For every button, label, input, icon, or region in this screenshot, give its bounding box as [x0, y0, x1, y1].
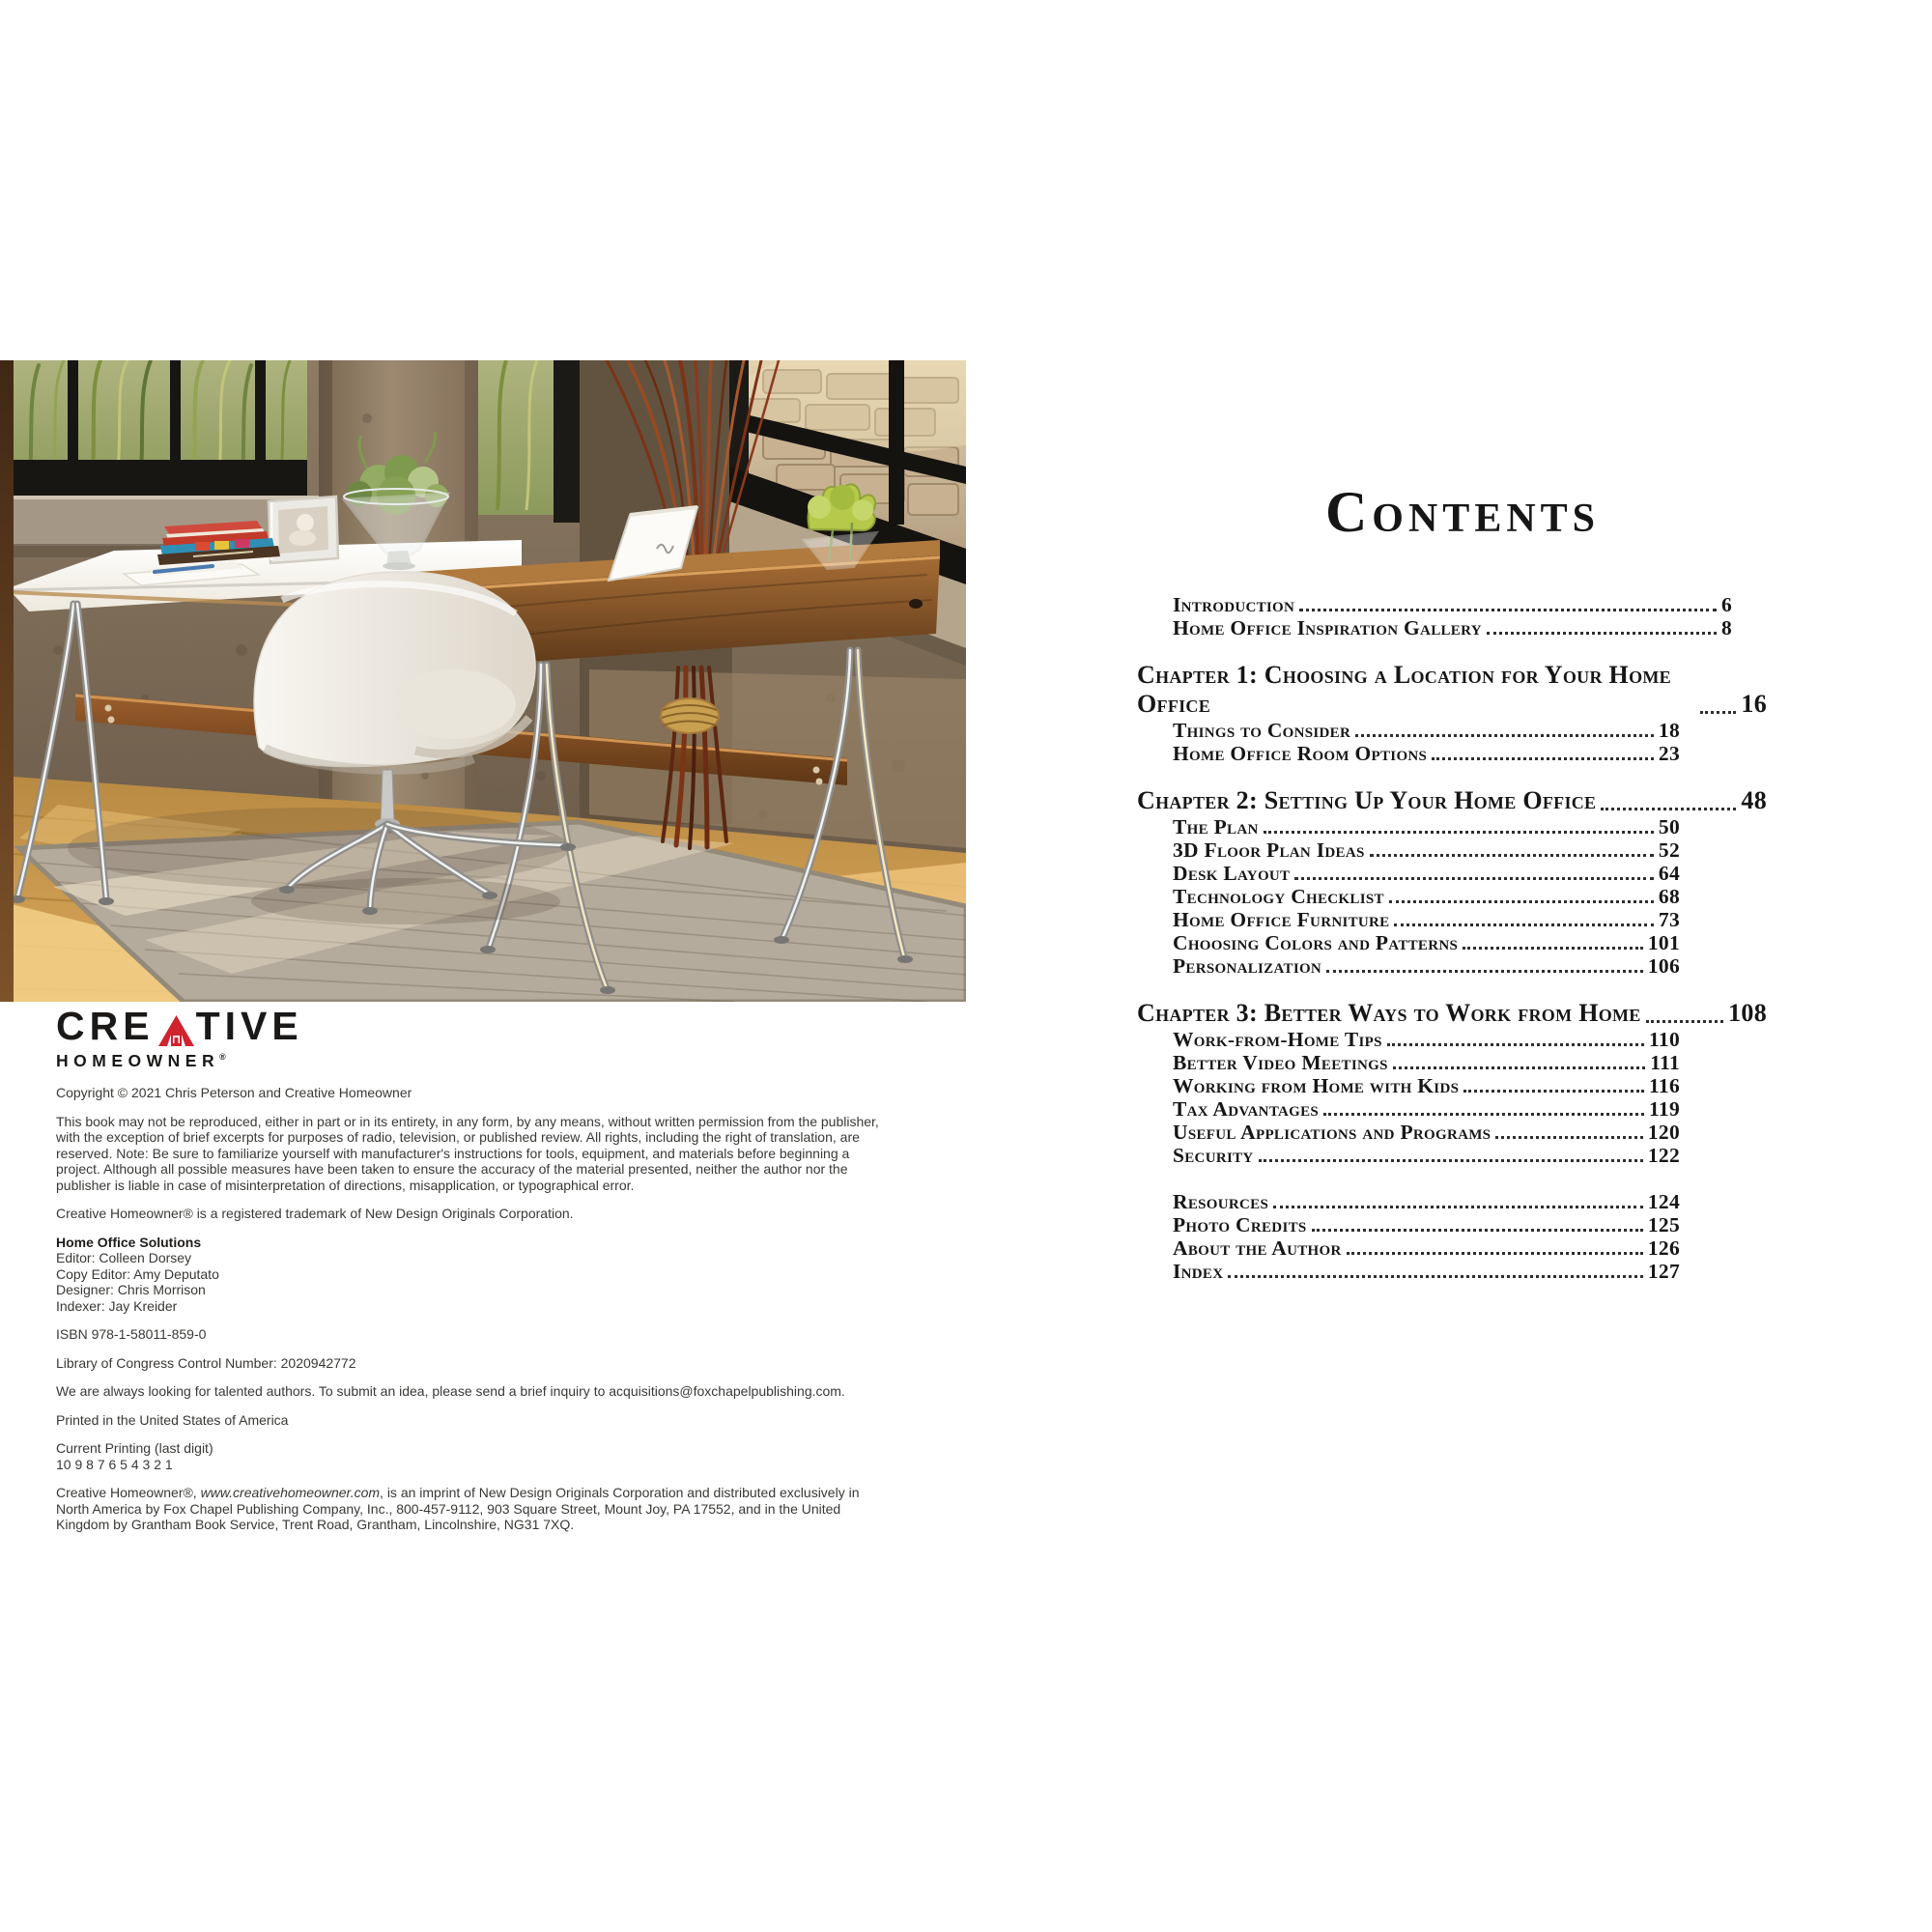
dot-leader — [1387, 1043, 1644, 1046]
toc-entry — [1173, 885, 1680, 908]
credit-indexer: Indexer: Jay Kreider — [56, 1297, 178, 1314]
toc-entry — [1173, 1144, 1680, 1167]
toc-chapter-page: 108 — [1728, 999, 1767, 1027]
imprint-paragraph — [56, 1485, 883, 1533]
dot-leader — [1463, 947, 1643, 950]
toc-section-chapter-3 — [1137, 999, 1767, 1167]
dot-leader — [1347, 1252, 1643, 1255]
logo-text-post: TIVE — [195, 1004, 303, 1048]
toc-entry — [1173, 1028, 1680, 1051]
publisher-logo-subline — [56, 1049, 883, 1068]
toc-entry — [1173, 862, 1680, 885]
dot-leader — [1394, 923, 1653, 926]
dot-leader — [1495, 1136, 1643, 1139]
toc-entry — [1173, 908, 1680, 931]
dot-leader — [1326, 970, 1643, 973]
lccn-line: Library of Congress Control Number: 2020942772 — [56, 1354, 356, 1371]
toc-entry-label: Things to Consider — [1173, 719, 1351, 742]
toc-chapter-label: Chapter 1: Choosing a Location for Your Home Office — [1137, 661, 1671, 718]
printing-label: Current Printing (last digit) — [56, 1440, 213, 1457]
toc-entry-page: 126 — [1647, 1236, 1680, 1260]
dot-leader — [1463, 1090, 1644, 1093]
toc-entry-page: 52 — [1658, 838, 1680, 862]
printing-digits: 10 9 8 7 6 5 4 3 2 1 — [56, 1456, 173, 1472]
toc-chapter-entry — [1137, 786, 1767, 815]
toc-entry-page: 23 — [1658, 742, 1680, 765]
toc-entry-label: Choosing Colors and Patterns — [1173, 931, 1459, 954]
toc-entry-label: Photo Credits — [1173, 1213, 1307, 1236]
toc-entry-label: Introduction — [1173, 593, 1295, 616]
credit-editor: Editor: Colleen Dorsey — [56, 1250, 192, 1266]
home-office-photo-illustration — [0, 360, 966, 1002]
toc-entry-page: 101 — [1647, 931, 1680, 954]
credits-block — [56, 1235, 883, 1315]
toc-entry-label: Better Video Meetings — [1173, 1051, 1388, 1074]
toc-chapter-label: Chapter 2: Setting Up Your Home Office — [1137, 786, 1597, 814]
toc-entry-page: 122 — [1647, 1144, 1680, 1167]
disclaimer-paragraph: This book may not be reproduced, either in part or in its entirety, in any form, by any means, without written permission from the publisher, with the exception of brief excerpts for purposes of radio, television, or published review. All rights, including the right of translation, are reserved. Note: Be sure to familiarize yourself with manufacturer's instructions for tools, equipment, and materials before beginning a project. Although all possible measures have been taken to ensure the accuracy of the material presented, neither the author nor the publisher is liable in case of misinterpretation of directions, misapplication, or typographical error. — [56, 1113, 879, 1193]
toc-entry — [1173, 1236, 1680, 1260]
toc-back-matter — [1137, 1190, 1767, 1283]
imprint-post: , is an imprint of New Design Originals Corporation and distributed exclusively in North America by Fox Chapel Publishing Company, Inc., 800-457-9112, 903 Square Street, Mount Joy, PA 17552, and in the United Kingdom by Grantham Book Service, Trent Road, Grantham, Lincolnshire, NG31 7XQ. — [56, 1485, 860, 1533]
toc-entry-page: 50 — [1658, 815, 1680, 838]
table-of-contents — [1137, 481, 1767, 1283]
toc-section-chapter-2 — [1137, 786, 1767, 978]
dot-leader — [1700, 711, 1736, 714]
toc-entry-label: Personalization — [1173, 954, 1322, 978]
dot-leader — [1273, 1206, 1643, 1208]
toc-entry-label: Home Office Inspiration Gallery — [1173, 616, 1482, 639]
toc-entry-label: 3D Floor Plan Ideas — [1173, 838, 1365, 862]
toc-entry — [1173, 954, 1680, 978]
imprint-url: www.creativehomeowner.com — [200, 1485, 381, 1501]
toc-entry-label: Desk Layout — [1173, 862, 1291, 885]
toc-entry-page: 64 — [1658, 862, 1680, 885]
house-a-icon — [158, 1015, 194, 1046]
toc-section-chapter-1 — [1137, 661, 1767, 765]
toc-entry — [1173, 1051, 1680, 1074]
toc-entry — [1173, 1260, 1680, 1283]
contents-title: Contents — [1324, 480, 1601, 544]
publisher-logo-wordmark — [56, 1004, 883, 1048]
toc-entry-label: About the Author — [1173, 1236, 1342, 1260]
printing-block — [56, 1440, 883, 1472]
toc-entry — [1173, 1190, 1680, 1213]
home-office-photo — [0, 360, 966, 1002]
toc-entry-page: 68 — [1658, 885, 1680, 908]
toc-entry-label: Home Office Room Options — [1173, 742, 1428, 765]
toc-entry-label: Security — [1173, 1144, 1254, 1167]
toc-entry — [1173, 1213, 1680, 1236]
toc-entry — [1173, 616, 1732, 639]
toc-entry — [1173, 742, 1680, 765]
dot-leader — [1323, 1113, 1644, 1116]
toc-entry — [1173, 1074, 1680, 1097]
dot-leader — [1432, 757, 1654, 760]
registered-mark: ® — [219, 1052, 226, 1062]
toc-entry — [1173, 931, 1680, 954]
dot-leader — [1264, 831, 1654, 834]
toc-entry-page: 124 — [1647, 1190, 1680, 1213]
dot-leader — [1259, 1159, 1643, 1162]
toc-entry-label: Technology Checklist — [1173, 885, 1384, 908]
toc-entry — [1173, 815, 1680, 838]
credit-designer: Designer: Chris Morrison — [56, 1282, 206, 1298]
colophon — [56, 1004, 883, 1546]
toc-entry-label: Tax Advantages — [1173, 1097, 1320, 1121]
dot-leader — [1312, 1229, 1643, 1232]
logo-text-pre: CRE — [56, 1004, 155, 1048]
logo-text-homeowner: HOMEOWNER — [56, 1050, 220, 1070]
toc-entry — [1173, 1097, 1680, 1121]
toc-entry-label: Work-from-Home Tips — [1173, 1028, 1382, 1051]
toc-entry-page: 18 — [1658, 719, 1680, 742]
credit-copy-editor: Copy Editor: Amy Deputato — [56, 1265, 219, 1282]
dot-leader — [1601, 808, 1736, 810]
toc-entry-page: 127 — [1647, 1260, 1680, 1283]
toc-entry — [1173, 1121, 1680, 1144]
toc-entry — [1173, 838, 1680, 862]
imprint-pre: Creative Homeowner®, — [56, 1485, 201, 1501]
dot-leader — [1646, 1020, 1723, 1023]
publisher-logo — [56, 1004, 883, 1070]
toc-entry-page: 111 — [1650, 1051, 1680, 1074]
dot-leader — [1487, 632, 1717, 635]
authors-note: We are always looking for talented authors. To submit an idea, please send a brief inquiry to acquisitions@foxchapelpublishing.com. — [56, 1383, 845, 1400]
dot-leader — [1389, 900, 1654, 903]
dot-leader — [1370, 854, 1654, 857]
isbn-line: ISBN 978-1-58011-859-0 — [56, 1326, 207, 1343]
toc-chapter-page: 16 — [1741, 690, 1767, 718]
toc-chapter-page: 48 — [1741, 786, 1767, 814]
toc-entry — [1173, 593, 1732, 616]
toc-entry-page: 119 — [1649, 1097, 1680, 1121]
toc-entry-page: 116 — [1649, 1074, 1680, 1097]
toc-entry — [1173, 719, 1680, 742]
toc-chapter-entry — [1137, 661, 1767, 719]
printed-line: Printed in the United States of America — [56, 1411, 289, 1428]
toc-entry-label: Useful Applications and Programs — [1173, 1121, 1492, 1144]
toc-entry-label: The Plan — [1173, 815, 1259, 838]
toc-entry-label: Home Office Furniture — [1173, 908, 1390, 931]
dot-leader — [1393, 1066, 1646, 1069]
toc-entry-page: 125 — [1647, 1213, 1680, 1236]
toc-entry-page: 8 — [1720, 616, 1732, 639]
toc-entry-page: 110 — [1649, 1028, 1680, 1051]
toc-entry-page: 106 — [1647, 954, 1680, 978]
toc-chapter-label: Chapter 3: Better Ways to Work from Home — [1137, 999, 1641, 1027]
dot-leader — [1355, 734, 1654, 737]
dot-leader — [1299, 609, 1717, 611]
toc-entry-label: Index — [1173, 1260, 1224, 1283]
toc-chapter-entry — [1137, 999, 1767, 1028]
dot-leader — [1228, 1275, 1642, 1278]
toc-entry-page: 73 — [1658, 908, 1680, 931]
dot-leader — [1294, 877, 1654, 880]
toc-entry-page: 6 — [1720, 593, 1732, 616]
toc-entry-label: Working from Home with Kids — [1173, 1074, 1460, 1097]
toc-entry-label: Resources — [1173, 1190, 1269, 1213]
trademark-line: Creative Homeowner® is a registered trademark of New Design Originals Corporation. — [56, 1206, 574, 1222]
book-title: Home Office Solutions — [56, 1234, 202, 1250]
copyright-line: Copyright © 2021 Chris Peterson and Creative Homeowner — [56, 1085, 412, 1101]
toc-entry-page: 120 — [1647, 1121, 1680, 1144]
